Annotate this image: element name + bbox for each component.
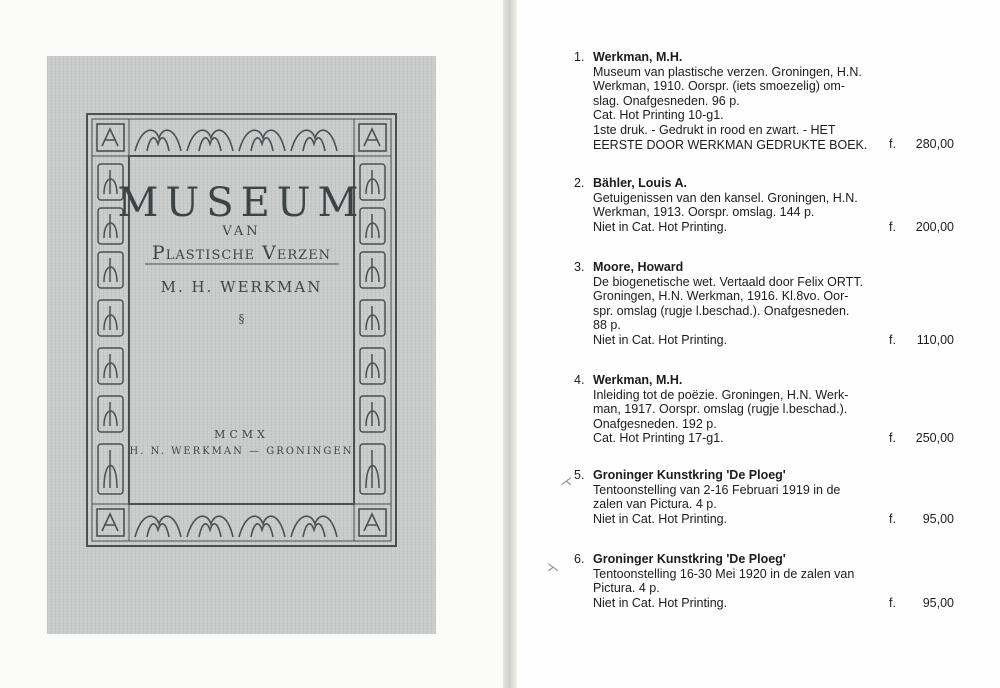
entry-line: Getuigenissen van den kansel. Groningen, H.N. (593, 190, 858, 205)
entry-line: Cat. Hot Printing 17-g1. (593, 431, 724, 446)
entry-line: Onafgesneden. 192 p. (593, 416, 717, 431)
price: 200,00 (915, 220, 954, 234)
entry-line: Inleiding tot de poëzie. Groningen, H.N. Werk- (593, 387, 849, 402)
price: 280,00 (915, 137, 954, 151)
catalogue-entry-6 (574, 552, 954, 612)
pencil-check-mark-icon: ⋋ (547, 560, 559, 574)
catalogue-entry-4 (574, 373, 954, 448)
entry-heading: Werkman, M.H. (593, 373, 683, 387)
price-currency: f. (889, 137, 896, 151)
entry-line: 88 p. (593, 318, 621, 333)
entry-heading: Moore, Howard (593, 260, 684, 274)
entry-line: Werkman, 1910. Oorspr. (iets smoezelig) om- (593, 79, 845, 94)
entry-line: Niet in Cat. Hot Printing. (593, 511, 728, 526)
price: 95,00 (922, 596, 954, 610)
entry-number: 3. (574, 260, 585, 274)
entry-line: EERSTE DOOR WERKMAN GEDRUKTE BOEK. (593, 137, 868, 152)
price-currency: f. (889, 512, 896, 526)
cover-ornament: § (238, 312, 245, 326)
price-currency: f. (889, 596, 896, 610)
cover-year: MCMX (214, 428, 269, 441)
entry-number: 6. (574, 552, 585, 566)
entry-heading: Groninger Kunstkring 'De Ploeg' (593, 552, 786, 566)
catalogue-entry-3 (574, 260, 954, 350)
cover-van: VAN (222, 224, 261, 239)
price: 250,00 (915, 431, 954, 445)
entry-line: slag. Onafgesneden. 96 p. (593, 93, 740, 108)
price-currency: f. (889, 333, 896, 347)
entry-line: Cat. Hot Printing 10-g1. (593, 108, 724, 123)
entry-line: Niet in Cat. Hot Printing. (593, 595, 728, 610)
cover-subtitle: Plastische Verzen (151, 242, 332, 264)
cover-publisher: H. N. WERKMAN — GRONINGEN (129, 446, 354, 457)
entry-number: 5. (574, 468, 585, 482)
entry-heading: Werkman, M.H. (593, 50, 683, 64)
entry-line: Pictura. 4 p. (593, 581, 660, 596)
entry-line: Groningen, H.N. Werkman, 1916. Kl.8vo. Oor- (593, 289, 849, 304)
price-currency: f. (889, 431, 896, 445)
cover-title: MUSEUM (117, 180, 366, 226)
art-nouveau-border-ornament (47, 56, 436, 634)
price-currency: f. (889, 220, 896, 234)
catalogue-entry-2 (574, 176, 954, 236)
entry-number: 4. (574, 373, 585, 387)
entry-line: Museum van plastische verzen. Groningen, H.N. (593, 64, 862, 79)
entry-line: Niet in Cat. Hot Printing. (593, 332, 728, 347)
pencil-check-mark-icon: ⋌ (560, 474, 572, 488)
entry-line: Tentoonstelling van 2-16 Februari 1919 in de (593, 482, 841, 497)
entry-heading: Bähler, Louis A. (593, 176, 688, 190)
cover-author: M. H. WERKMAN (160, 278, 323, 296)
entry-heading: Groninger Kunstkring 'De Ploeg' (593, 468, 786, 482)
entry-line: Niet in Cat. Hot Printing. (593, 219, 728, 234)
entry-line: Tentoonstelling 16-30 Mei 1920 in de zalen van (593, 566, 855, 581)
catalogue-entry-1 (574, 50, 954, 150)
entry-line: De biogenetische wet. Vertaald door Felix ORTT. (593, 274, 864, 289)
entry-number: 2. (574, 176, 585, 190)
entry-line: Werkman, 1913. Oorspr. omslag. 144 p. (593, 205, 815, 220)
price: 95,00 (922, 512, 954, 526)
book-spine (503, 0, 517, 688)
book-cover-image (47, 56, 436, 634)
catalogue-entry-5 (574, 468, 954, 528)
price: 110,00 (916, 333, 954, 347)
entry-line: man, 1917. Oorspr. omslag (rugje l.beschad.). (593, 402, 848, 417)
entry-line: 1ste druk. - Gedrukt in rood en zwart. - HET (593, 122, 836, 137)
entry-line: spr. omslag (rugje l.beschad.). Onafgesneden. (593, 303, 850, 318)
entry-line: zalen van Pictura. 4 p. (593, 497, 717, 512)
entry-number: 1. (574, 50, 585, 64)
